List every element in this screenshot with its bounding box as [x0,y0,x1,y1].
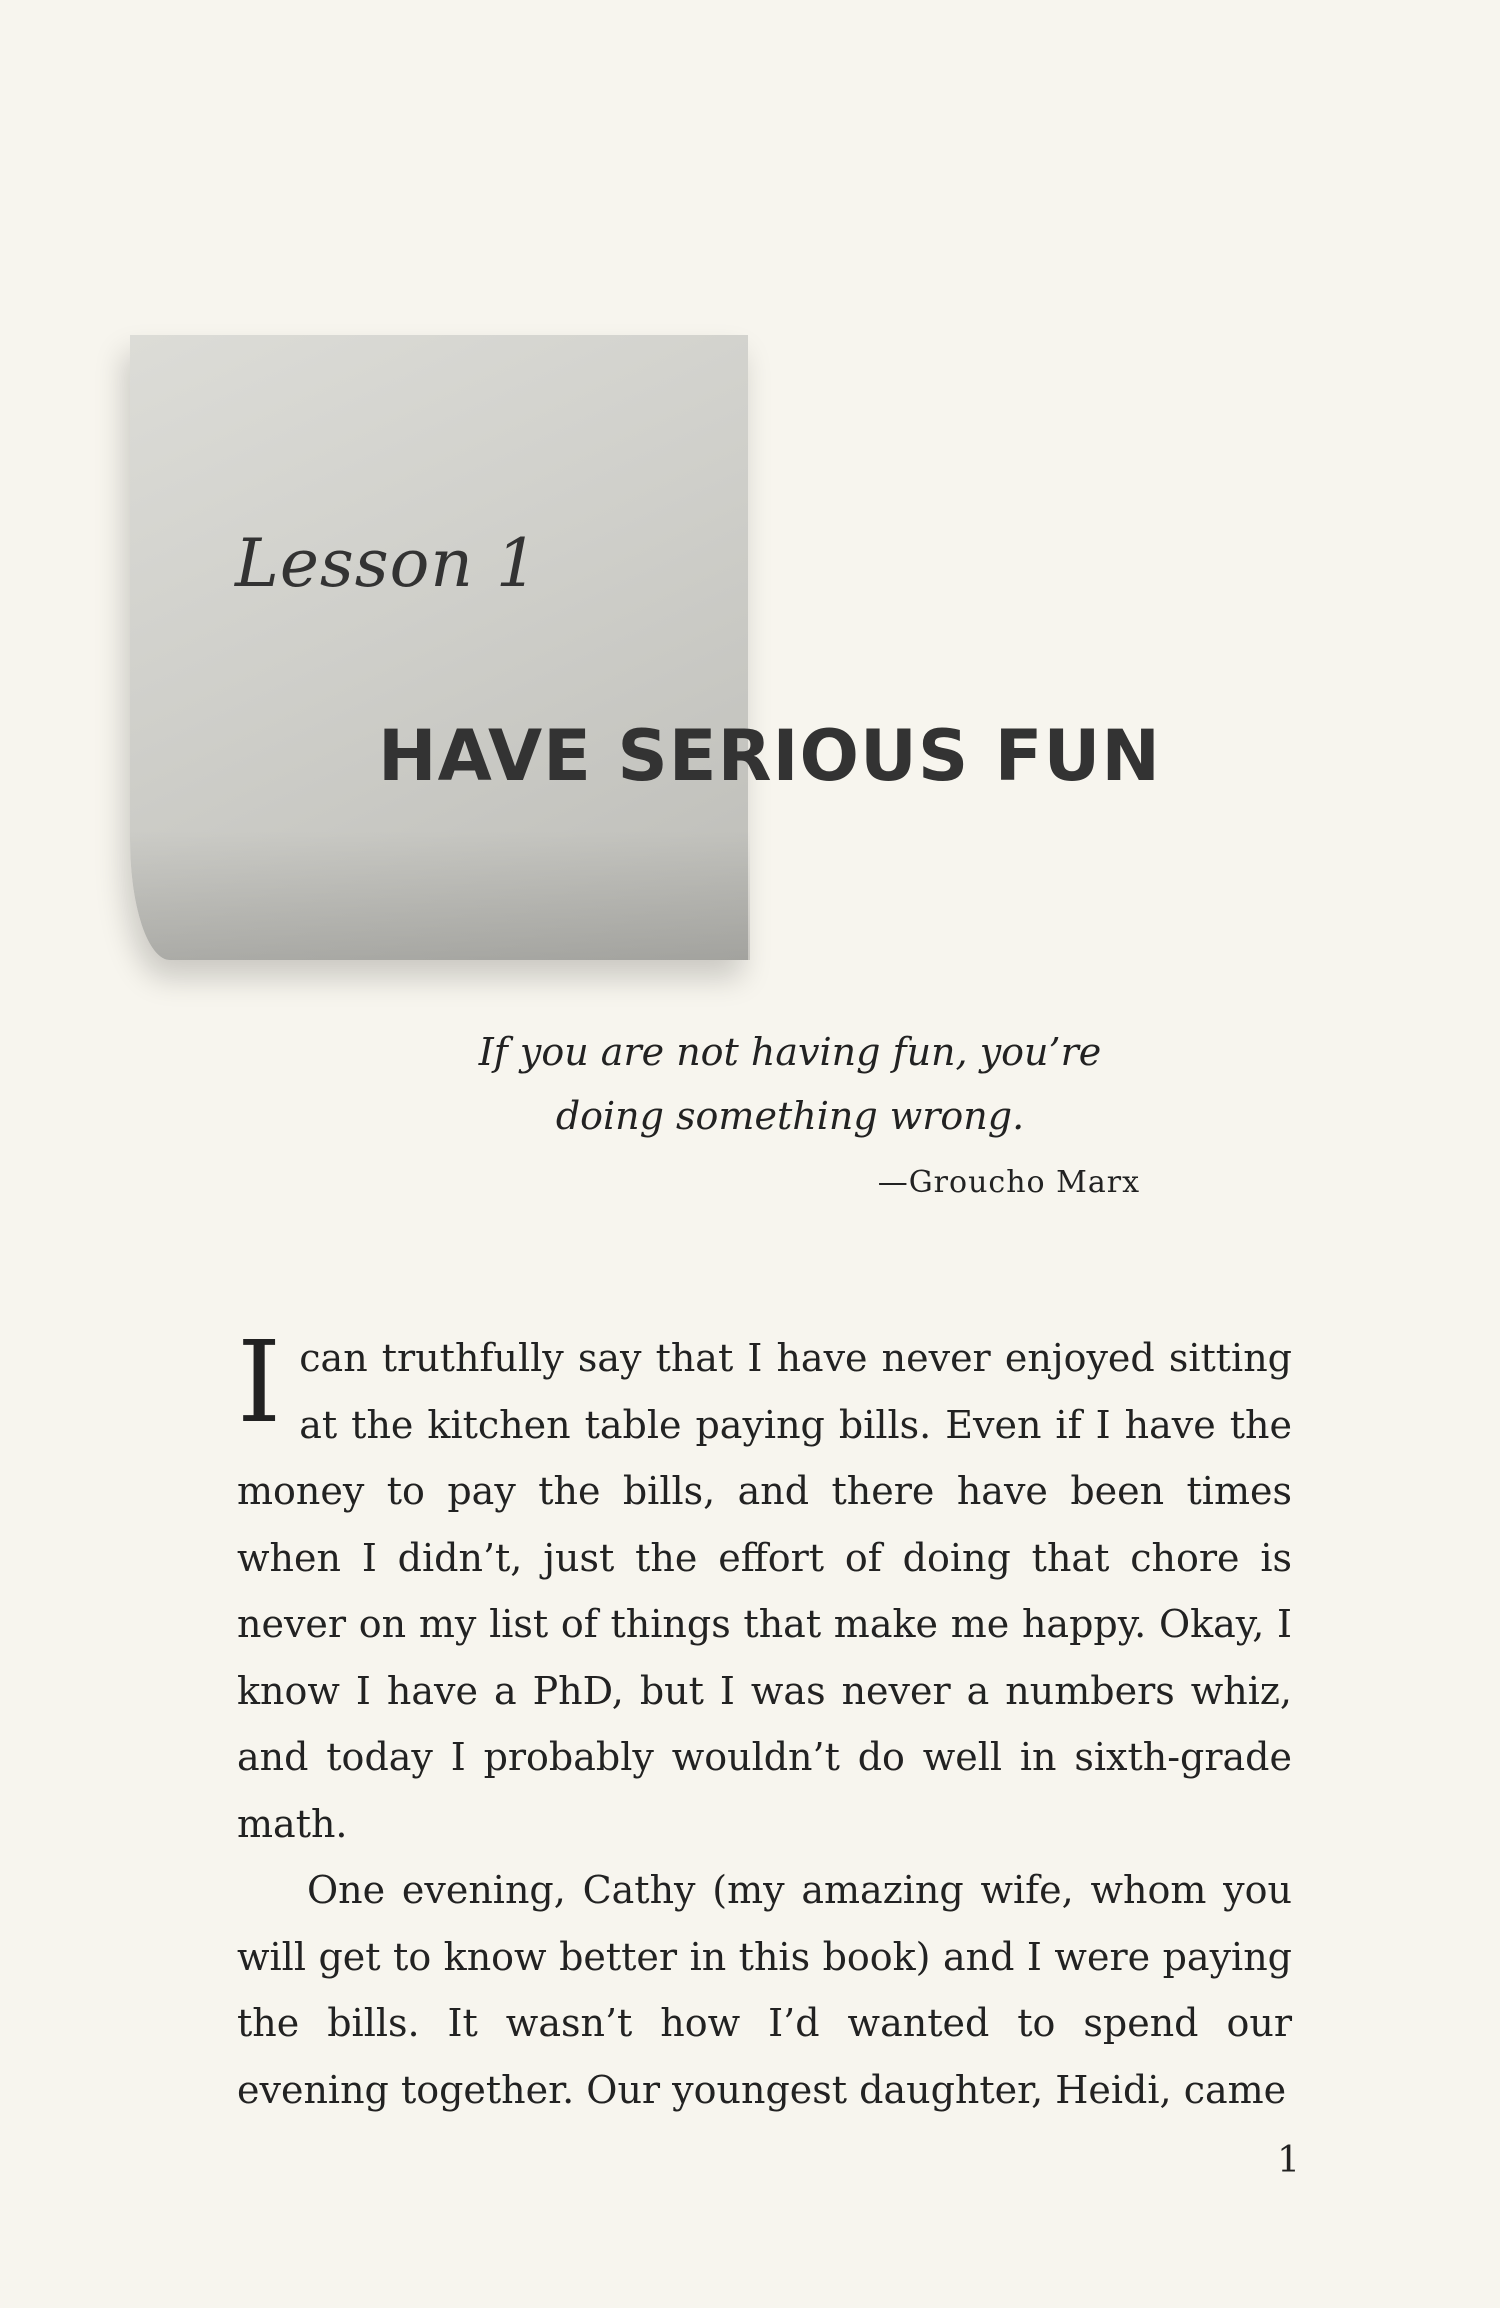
sticky-note-graphic [130,335,748,960]
paragraph-text: can truthfully say that I have never enjoyed sitting at the kitchen table paying bills. Even if I have the money to pay the bills, and there have been times when I didn’t, just the effort of doing that chore is never on my list of things that make me happy. Okay, I know I have a PhD, but I was never a numbers whiz, and today I probably wouldn’t do well in sixth-grade math. [237,1336,1292,1846]
body-text [237,1318,1292,2123]
epigraph [380,1020,1200,1148]
page-number: 1 [1277,2140,1300,2181]
paragraph: One evening, Cathy (my amazing wife, whom you will get to know better in this book) and I were paying the bills. It wasn’t how I’d wanted to spend our evening together. Our youngest daughter, Heidi, came [237,1868,1292,2112]
drop-cap: I [237,1318,282,1448]
epigraph-attribution: —Groucho Marx [877,1165,1140,1200]
sticky-note-curl [130,830,750,960]
epigraph-line: If you are not having fun, you’re [478,1030,1102,1074]
epigraph-line: doing something wrong. [555,1094,1025,1138]
paragraph [237,1318,1292,1857]
chapter-title: HAVE SERIOUS FUN [378,715,1161,797]
lesson-label: Lesson 1 [235,525,539,602]
